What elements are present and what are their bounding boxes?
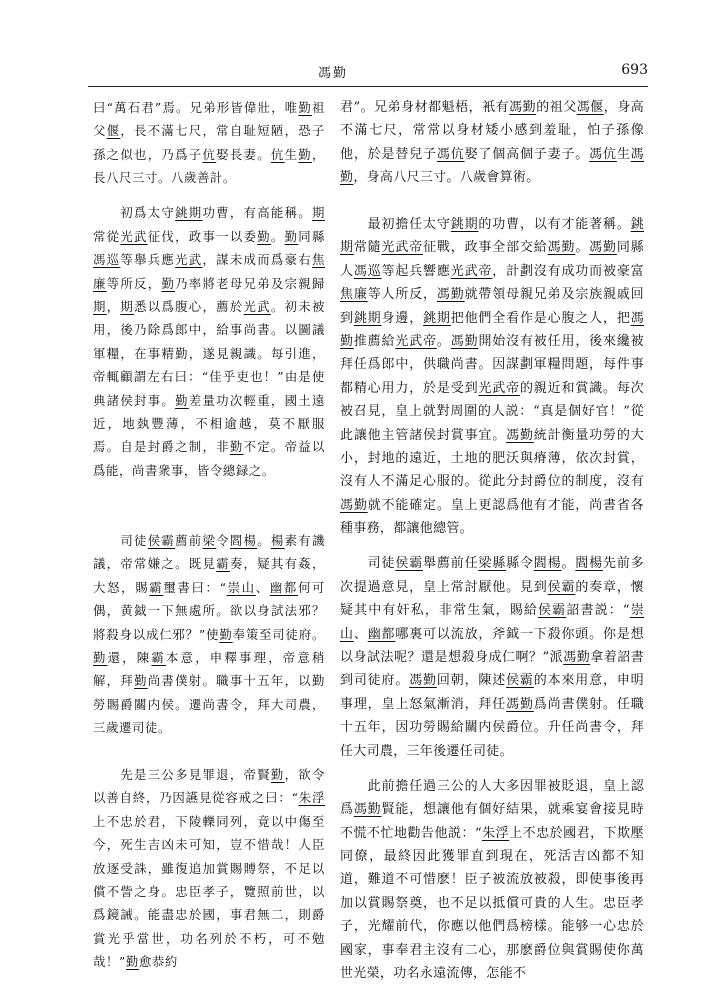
right-paragraph-1: 君”。兄弟身材都魁梧，衹有馮勤的祖父馮偃，身高不滿七尺，常常以身材矮小感到羞耻，怕子孫像他，於是替兒子馮伉娶了個高個子妻子。馮伉生馮勤，身高八尺三寸。八歲會算術。 [340,100,645,186]
page-number: 693 [621,62,648,78]
right-paragraph-2: 最初擔任太守銚期的功曹，以有才能著稱。銚期常隨光武帝征戰，政事全部交給馮勤。馮勤同縣人馮巡等起兵響應光武帝，計劃沒有成功而被豪富焦廉等人所反，馮勤就帶領母親兄弟及宗族親戚回到銚期身邊，銚期把他們全看作是心腹之人，把馮勤推薦給光武帝。馮勤開始沒有被任用，後來纔被拜任爲郎中，供職尚書。因謀劃軍糧問題，每件事都精心用力，於是受到光武帝的親近和賞識。每次被召見，皇上就對周圍的人説：“真是個好官！”從此讓他主管諸侯封賞事宜。馮勤統計衡量功勞的大小，封地的遠近，土地的肥沃與瘠薄，依次封賞，沒有人不滿足心服的。從此分封爵位的制度，沒有馮勤就不能確定。皇上更認爲他有才能，尚書省各種事務，都讓他總管。 [340,217,644,537]
translation-column [340,96,644,985]
running-header [88,62,648,84]
left-paragraph-4: 先是三公多見罪退，帝賢勤，欲令以善自終，乃因讌見從容戒之曰：“朱浮上不忠於君，下陵轢同列，竟以中傷至今，死生吉凶未可知，豈不惜哉！人臣放逐受誅，雖復追加賞賜賻祭，不足以償不訾之身。忠臣孝子，覽照前世，以爲鏡誡。能盡忠於國，事君無二，則爵賞光乎當世，功名列於不朽，可不勉哉！”勤愈恭約 [93,767,326,970]
right-paragraph-3: 司徒侯霸舉薦前任梁縣縣令閻楊。閻楊先前多次提過意見，皇上常討厭他。見到侯霸的奏章，懷疑其中有奸私，非常生氣，賜給侯霸詔書説：“崇山、幽都哪裏可以流放，斧鉞一下殺你頭。你是想以身試法呢？還是想殺身成仁啊？”派馮勤拿着詔書到司徒府。馮勤回朝，陳述侯霸的本來用意，申明事理，皇上怒氣漸消，拜任馮勤爲尚書僕射。任職十五年，因功勞賜給關内侯爵位。升任尚書令，拜任大司農，三年後遷任司徒。 [340,556,645,759]
header-title: 馮勤 [318,66,349,81]
classical-text-column [93,96,325,974]
left-paragraph-1: 曰“萬石君”焉。兄弟形皆偉壯，唯勤祖父偃，長不滿七尺，常自耻短陋，恐子孫之似也，乃爲子伉娶長妻。伉生勤，長八尺三寸。八歲善計。 [93,100,325,186]
right-paragraph-4: 此前擔任過三公的人大多因罪被貶退，皇上認爲馮勤賢能，想讓他有個好結果，就乘宴會接見時不慌不忙地勸告他説：“朱浮上不忠於國君，下欺壓同僚，最終因此獲罪直到現在，死活吉凶都不知道，難道不可惜麽！臣子被流放被殺，即使事後再加以賞賜祭奠，也不足以抵償可貴的人生。忠臣孝子，光耀前代，你應以他們爲榜樣。能够一心忠於國家，事奉君主沒有二心，那麽爵位與賞賜使你萬世光榮，功名永遠流傳，怎能不 [340,778,644,981]
left-paragraph-2: 初爲太守銚期功曹，有高能稱。期常從光武征伐，政事一以委勤。勤同縣馮巡等舉兵應光武，謀未成而爲豪右焦廉等所反，勤乃率將老母兄弟及宗親歸期，期悉以爲腹心，薦於光武。初未被用，後乃除爲郎中，給事尚書。以圖議軍糧，在事精勤，遂見親識。每引進，帝輒顧謂左右曰：“佳乎吏也！”由是使典諸侯封事。勤差量功次輕重，國土遠近，地埶豐薄，不相逾越，莫不厭服焉。自是封爵之制，非勤不定。帝益以爲能，尚書衆事，皆令總録之。 [93,205,325,478]
header-rule [88,86,648,87]
left-paragraph-3: 司徒侯霸薦前梁令閻楊。楊素有譏議，帝常嫌之。既見霸奏，疑其有姦，大怒，賜霸璽書曰：“崇山、幽都何可偶，黄鉞一下無處所。欲以身試法邪？將殺身以成仁邪？”使勤奉策至司徒府。勤還，陳霸本意，申釋事理，帝意稍解，拜勤尚書僕射。職事十五年，以勤勞賜爵關内侯。遷尚書令，拜大司農，三歲遷司徒。 [93,532,326,736]
